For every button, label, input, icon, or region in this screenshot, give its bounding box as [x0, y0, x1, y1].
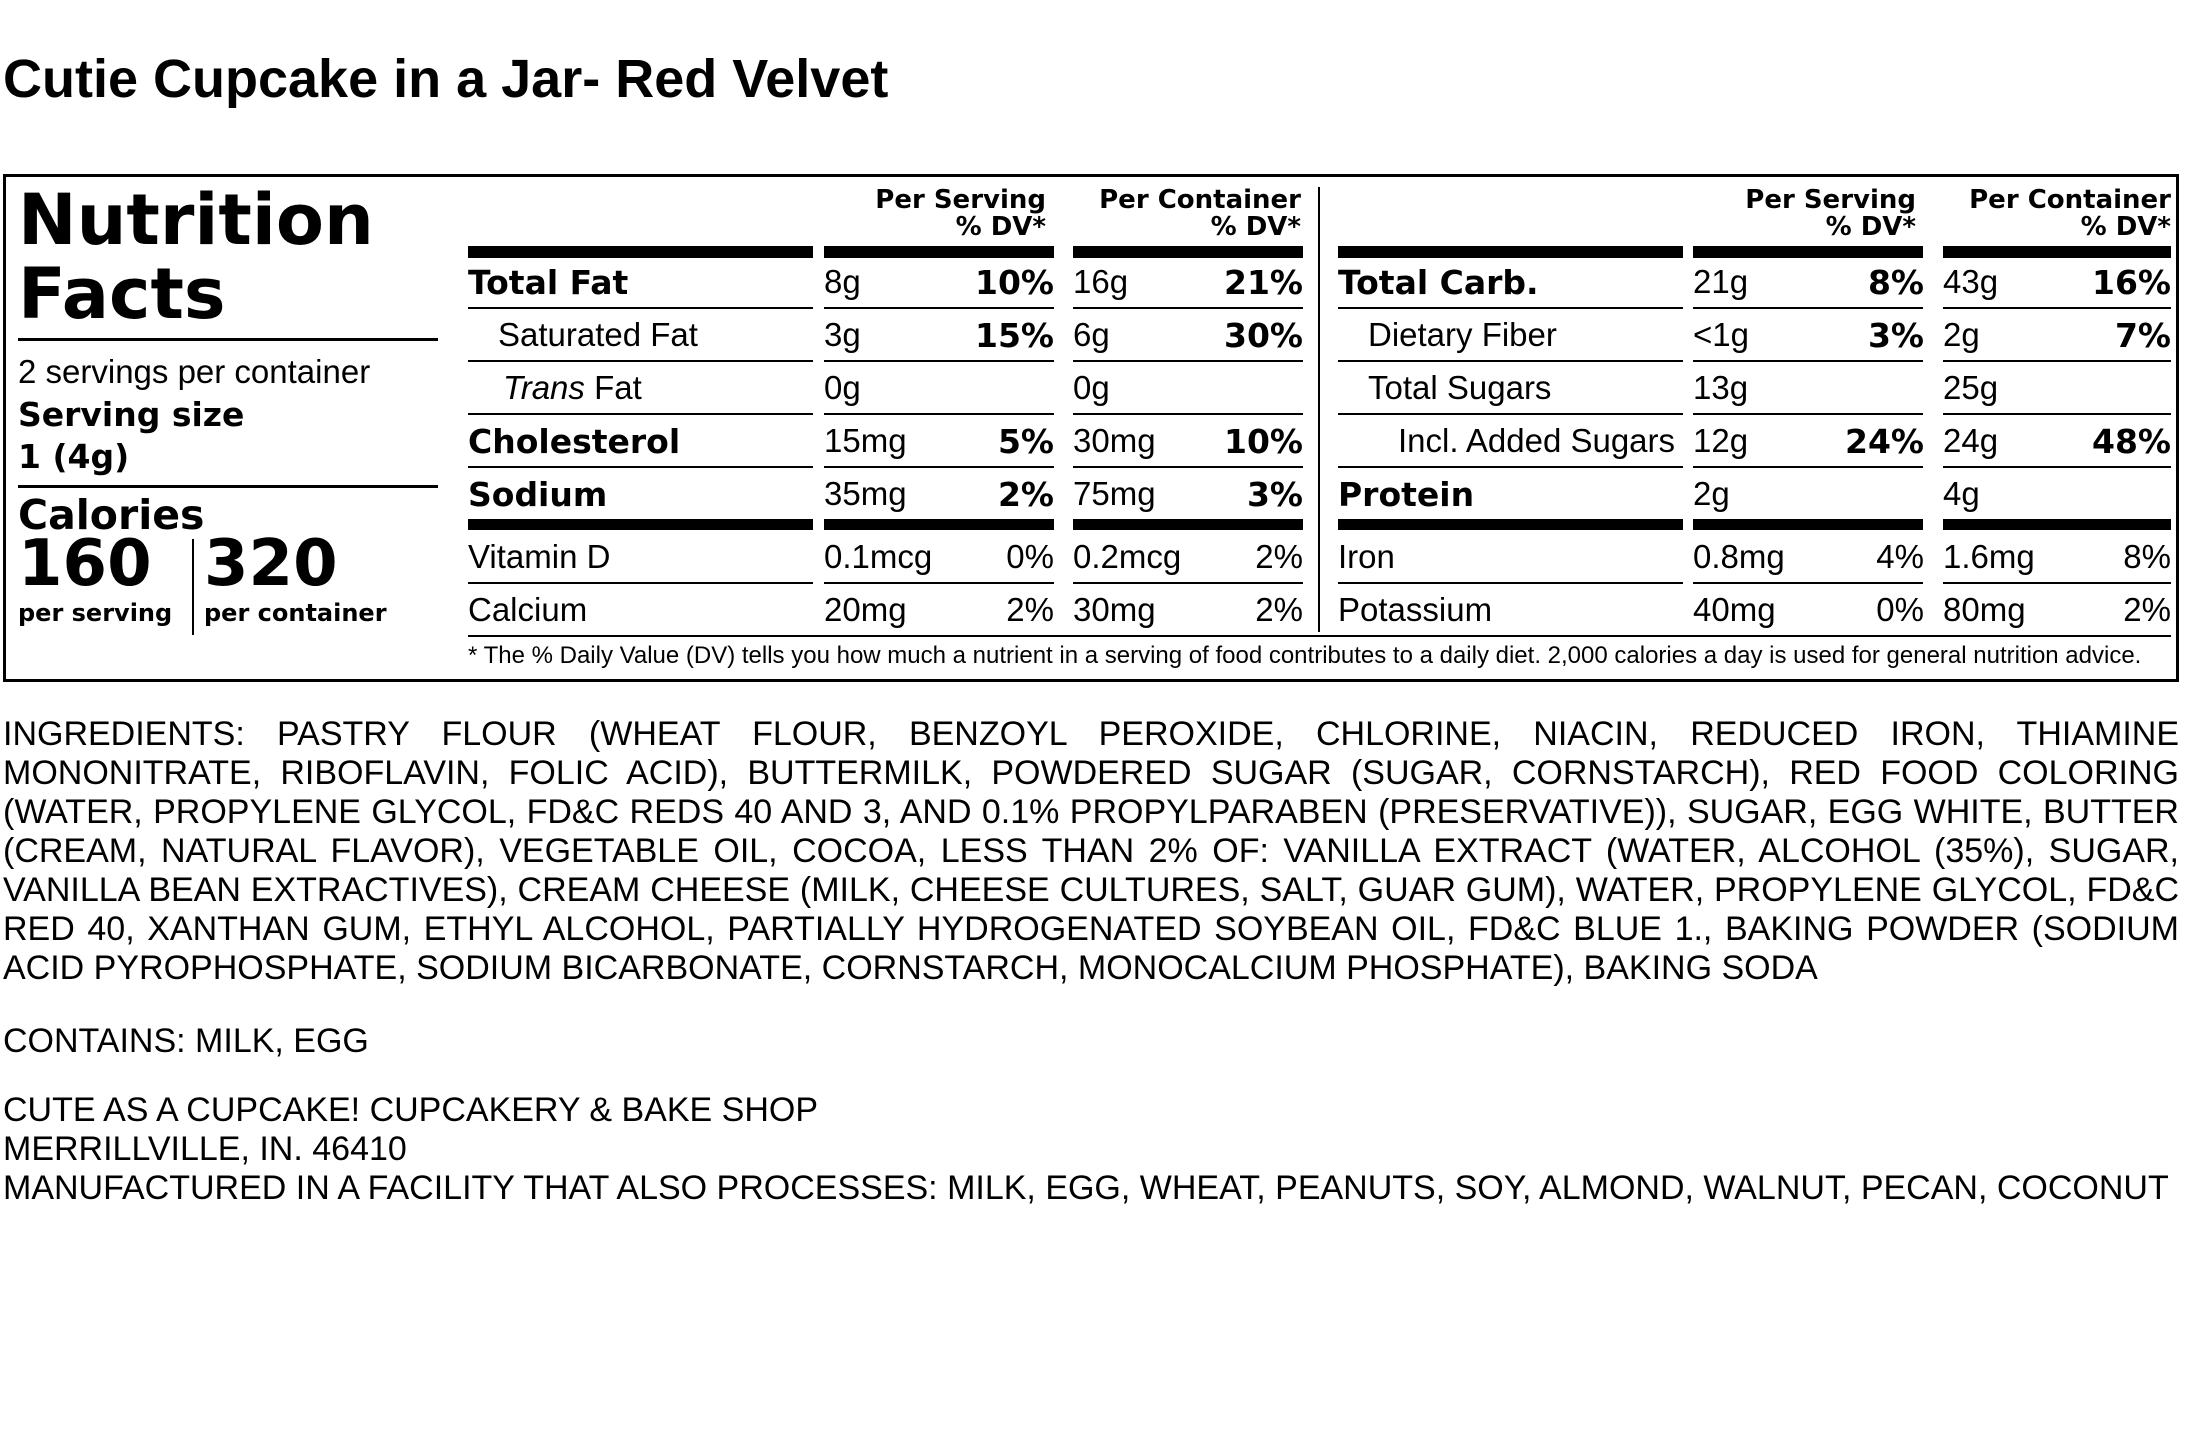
nutrient-label: Sodium: [468, 475, 608, 514]
serving-amount: 35mg: [824, 475, 907, 512]
rule: [1073, 466, 1303, 468]
container-amount: 0g: [1073, 369, 1110, 406]
thick-rule: [824, 519, 1054, 530]
container-amount: 43g: [1943, 263, 1999, 300]
divider: [18, 485, 438, 488]
rule: [1338, 413, 1683, 415]
serving-dv: 0%: [1876, 591, 1924, 628]
container-dv: 7%: [2114, 316, 2171, 355]
serving-amount: 12g: [1693, 422, 1749, 459]
rule: [1338, 466, 1683, 468]
nutrient-label: Vitamin D: [468, 538, 611, 575]
dv-footnote: * The % Daily Value (DV) tells you how much a nutrient in a serving of food contributes to a daily diet. 2,000 calories a day is used for general nutrition advice.: [468, 642, 2142, 669]
header-dv: % DV*: [1210, 212, 1301, 242]
rule: [1943, 582, 2171, 584]
serving-amount: <1g: [1693, 316, 1749, 353]
serving-dv: 10%: [975, 263, 1054, 302]
serving-amount: 0.8mg: [1693, 538, 1785, 575]
container-dv: 21%: [1224, 263, 1303, 302]
container-amount: 75mg: [1073, 475, 1156, 512]
center-divider: [1318, 187, 1320, 632]
rule: [1073, 360, 1303, 362]
header-dv: % DV*: [2080, 212, 2171, 242]
divider: [18, 338, 438, 341]
thick-rule: [1073, 246, 1303, 258]
header-dv: % DV*: [1825, 212, 1916, 242]
serving-dv: 0%: [1006, 538, 1054, 575]
container-dv: 2%: [1255, 591, 1303, 628]
serving-amount: 0g: [824, 369, 861, 406]
container-dv: 8%: [2123, 538, 2171, 575]
rule: [468, 307, 813, 309]
rule: [1693, 413, 1923, 415]
thick-rule: [1943, 246, 2171, 258]
container-amount: 2g: [1943, 316, 1980, 353]
container-amount: 80mg: [1943, 591, 2026, 628]
rule: [1338, 582, 1683, 584]
calories-label: Calories: [18, 491, 205, 539]
heading-line-2: Facts: [18, 253, 226, 335]
serving-amount: 0.1mcg: [824, 538, 933, 575]
rule: [824, 413, 1054, 415]
rule: [1073, 582, 1303, 584]
nutrient-label: [503, 369, 642, 407]
nutrient-label: Incl. Added Sugars: [1398, 422, 1676, 459]
footnote-rule: [468, 635, 2171, 637]
container-dv: 2%: [1255, 538, 1303, 575]
heading-line-1: Nutrition: [18, 179, 374, 261]
servings-per-container: 2 servings per container: [18, 353, 371, 390]
container-amount: 30mg: [1073, 591, 1156, 628]
nutrient-label: Saturated Fat: [498, 316, 698, 353]
calories-per-container-label: per container: [204, 599, 387, 627]
rule: [1943, 360, 2171, 362]
nutrient-label: Total Fat: [468, 263, 629, 302]
rule: [468, 360, 813, 362]
container-dv: 10%: [1224, 422, 1303, 461]
container-dv: 30%: [1224, 316, 1303, 355]
container-amount: 25g: [1943, 369, 1999, 406]
nutrition-facts-heading: [18, 179, 374, 335]
serving-amount: 40mg: [1693, 591, 1776, 628]
serving-amount: 3g: [824, 316, 861, 353]
nutrient-label: Protein: [1338, 475, 1475, 514]
header-label: Per Container: [1099, 185, 1301, 215]
rule: [824, 582, 1054, 584]
serving-dv: 4%: [1876, 538, 1924, 575]
facility-statement: MANUFACTURED IN A FACILITY THAT ALSO PROCESSES: MILK, EGG, WHEAT, PEANUTS, SOY, ALMOND, WALNUT, PECAN, COCONUT: [3, 1169, 2169, 1207]
thick-rule: [1338, 246, 1683, 258]
calories-divider: [192, 539, 194, 635]
container-dv: 16%: [2092, 263, 2171, 302]
rule: [824, 307, 1054, 309]
serving-dv: 15%: [975, 316, 1054, 355]
calories-per-container: 320: [204, 527, 338, 601]
serving-dv: 2%: [997, 475, 1054, 514]
calories-per-serving-label: per serving: [18, 599, 173, 627]
thick-rule: [1338, 519, 1683, 530]
thick-rule: [468, 519, 813, 530]
thick-rule: [1693, 246, 1923, 258]
container-dv: 3%: [1246, 475, 1303, 514]
rule: [468, 582, 813, 584]
container-amount: 30mg: [1073, 422, 1156, 459]
serving-amount: 21g: [1693, 263, 1749, 300]
rule: [1943, 307, 2171, 309]
container-dv: 48%: [2092, 422, 2171, 461]
company-address: MERRILLVILLE, IN. 46410: [3, 1130, 407, 1168]
serving-dv: 5%: [997, 422, 1054, 461]
thick-rule: [468, 246, 813, 258]
header-dv: % DV*: [955, 212, 1046, 242]
rule: [1338, 360, 1683, 362]
calories-per-serving: 160: [18, 527, 152, 601]
rule: [1693, 582, 1923, 584]
serving-size-value: 1 (4g): [18, 437, 130, 476]
product-title: Cutie Cupcake in a Jar- Red Velvet: [3, 49, 889, 109]
rule: [1693, 360, 1923, 362]
rule: [1073, 307, 1303, 309]
ingredients-text: INGREDIENTS: PASTRY FLOUR (WHEAT FLOUR, BENZOYL PEROXIDE, CHLORINE, NIACIN, REDUCED IRON, THIAMINE MONONITRATE, RIBOFLAVIN, FOLIC ACID), BUTTERMILK, POWDERED SUGAR (SUGAR, CORNSTARCH), RED FOOD COLORING (WATER, PROPYLENE GLYCOL, FD&C REDS 40 AND 3, AND 0.1% PROPYLPARABEN (PRESERVATIVE)), SUGAR, EGG WHITE, BUTTER (CREAM, NATURAL FLAVOR), VEGETABLE OIL, COCOA, LESS THAN 2% OF: VANILLA EXTRACT (WATER, ALCOHOL (35%), SUGAR, VANILLA BEAN EXTRACTIVES), CREAM CHEESE (MILK, CHEESE CULTURES, SALT, GUAR GUM), WATER, PROPYLENE GLYCOL, FD&C RED 40, XANTHAN GUM, ETHYL ALCOHOL, PARTIALLY HYDROGENATED SOYBEAN OIL, FD&C BLUE 1., BAKING POWDER (SODIUM ACID PYROPHOSPHATE, SODIUM BICARBONATE, CORNSTARCH, MONOCALCIUM PHOSPHATE), BAKING SODA: [3, 715, 2179, 987]
trans-italic: Trans: [503, 369, 585, 406]
nutrient-label: Calcium: [468, 591, 588, 628]
rule: [1943, 413, 2171, 415]
container-amount: 16g: [1073, 263, 1129, 300]
rule: [824, 466, 1054, 468]
serving-amount: 2g: [1693, 475, 1730, 512]
serving-dv: 8%: [1867, 263, 1924, 302]
rule: [824, 360, 1054, 362]
nutrient-label: Total Carb.: [1338, 263, 1539, 302]
container-amount: 4g: [1943, 475, 1980, 512]
rule: [1693, 466, 1923, 468]
header-label: Per Serving: [875, 185, 1046, 215]
header-label: Per Serving: [1745, 185, 1916, 215]
contains-statement: CONTAINS: MILK, EGG: [3, 1022, 369, 1060]
trans-suffix: Fat: [584, 369, 642, 406]
serving-dv: 2%: [1006, 591, 1054, 628]
thick-rule: [1073, 519, 1303, 530]
left-header-container: [1056, 187, 1301, 241]
serving-dv: 24%: [1845, 422, 1924, 461]
serving-amount: 20mg: [824, 591, 907, 628]
nutrient-label: Dietary Fiber: [1368, 316, 1557, 353]
nutrition-facts-panel: [3, 174, 2179, 682]
serving-amount: 15mg: [824, 422, 907, 459]
left-header-serving: [806, 187, 1046, 241]
serving-dv: 3%: [1867, 316, 1924, 355]
nutrient-label: Cholesterol: [468, 422, 681, 461]
header-label: Per Container: [1969, 185, 2171, 215]
serving-amount: 13g: [1693, 369, 1749, 406]
container-amount: 6g: [1073, 316, 1110, 353]
container-dv: 2%: [2123, 591, 2171, 628]
rule: [1338, 307, 1683, 309]
nutrient-label: Potassium: [1338, 591, 1493, 628]
rule: [468, 466, 813, 468]
company-name: CUTE AS A CUPCAKE! CUPCAKERY & BAKE SHOP: [3, 1091, 819, 1129]
rule: [468, 413, 813, 415]
container-amount: 0.2mcg: [1073, 538, 1182, 575]
rule: [1693, 307, 1923, 309]
right-header-serving: [1676, 187, 1916, 241]
container-amount: 1.6mg: [1943, 538, 2035, 575]
rule: [1073, 413, 1303, 415]
thick-rule: [1693, 519, 1923, 530]
rule: [1943, 466, 2171, 468]
right-header-container: [1926, 187, 2171, 241]
nutrient-label: Total Sugars: [1368, 369, 1552, 406]
serving-size-label: Serving size: [18, 395, 245, 434]
thick-rule: [824, 246, 1054, 258]
nutrient-label: Iron: [1338, 538, 1395, 575]
container-amount: 24g: [1943, 422, 1999, 459]
thick-rule: [1943, 519, 2171, 530]
serving-amount: 8g: [824, 263, 861, 300]
